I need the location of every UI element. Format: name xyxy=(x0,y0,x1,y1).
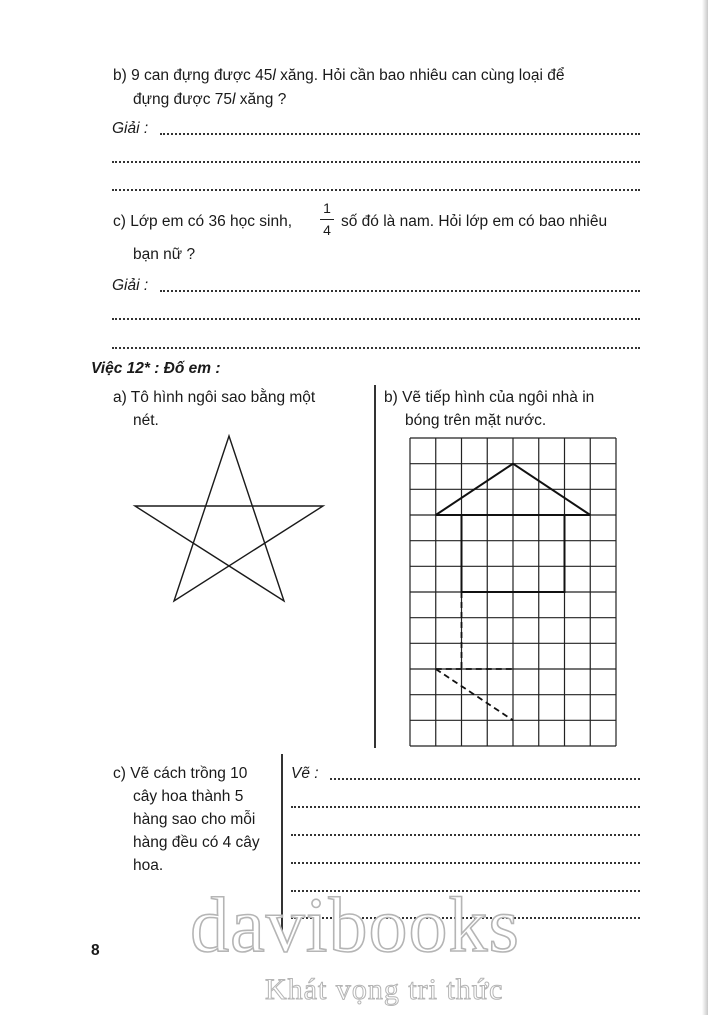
problem-b-line1: b) 9 can đựng được 45l xăng. Hỏi cần bao nhiêu can cùng loại để xyxy=(113,67,565,84)
section-title: Việc 12* : Đố em : xyxy=(91,360,221,377)
house-grid[interactable] xyxy=(408,436,618,748)
fraction-bar xyxy=(320,219,334,220)
task-c-line3: hàng sao cho mỗi xyxy=(133,811,256,828)
problem-b-answer-label: Giải : xyxy=(112,120,149,137)
column-divider-top xyxy=(374,385,376,748)
problem-b-line2: đựng được 75l xăng ? xyxy=(133,91,287,108)
draw-line-1[interactable] xyxy=(330,778,640,780)
task-c-line4: hàng đều có 4 cây xyxy=(133,834,260,851)
fraction-denominator: 4 xyxy=(323,222,331,238)
problem-c-line2: bạn nữ ? xyxy=(133,246,196,263)
fraction-numerator: 1 xyxy=(323,200,331,216)
task-c-line1: c) Vẽ cách trồng 10 xyxy=(113,765,248,782)
draw-line-2[interactable] xyxy=(291,806,640,808)
house-reflection xyxy=(436,592,513,720)
problem-c-line1-end: số đó là nam. Hỏi lớp em có bao nhiêu xyxy=(341,213,608,230)
problem-b-answer-line-2[interactable] xyxy=(112,161,640,163)
draw-line-3[interactable] xyxy=(291,834,640,836)
star-figure[interactable] xyxy=(125,430,330,620)
task-c-line5: hoa. xyxy=(133,857,164,874)
draw-label: Vẽ : xyxy=(291,765,319,782)
problem-c-line1-start: c) Lớp em có 36 học sinh, xyxy=(113,213,293,230)
problem-c-answer-line-3[interactable] xyxy=(112,347,640,349)
task-b-line1: b) Vẽ tiếp hình của ngôi nhà in xyxy=(384,389,595,406)
draw-line-4[interactable] xyxy=(291,862,640,864)
page-number: 8 xyxy=(91,942,100,959)
task-b-line2: bóng trên mặt nước. xyxy=(405,412,547,429)
task-a-line1: a) Tô hình ngôi sao bằng một xyxy=(113,389,316,406)
task-c-line2: cây hoa thành 5 xyxy=(133,788,244,805)
watermark-slogan: Khát vọng tri thức xyxy=(265,973,504,1006)
problem-c-answer-line-2[interactable] xyxy=(112,318,640,320)
star-outline xyxy=(135,436,323,601)
page-edge-shadow xyxy=(702,0,708,1015)
watermark-brand: davibooks xyxy=(190,881,520,968)
problem-b-answer-line-1[interactable] xyxy=(160,133,640,135)
problem-b-answer-line-3[interactable] xyxy=(112,189,640,191)
problem-c-answer-line-1[interactable] xyxy=(160,290,640,292)
task-a-line2: nét. xyxy=(133,412,159,429)
problem-c-answer-label: Giải : xyxy=(112,277,149,294)
